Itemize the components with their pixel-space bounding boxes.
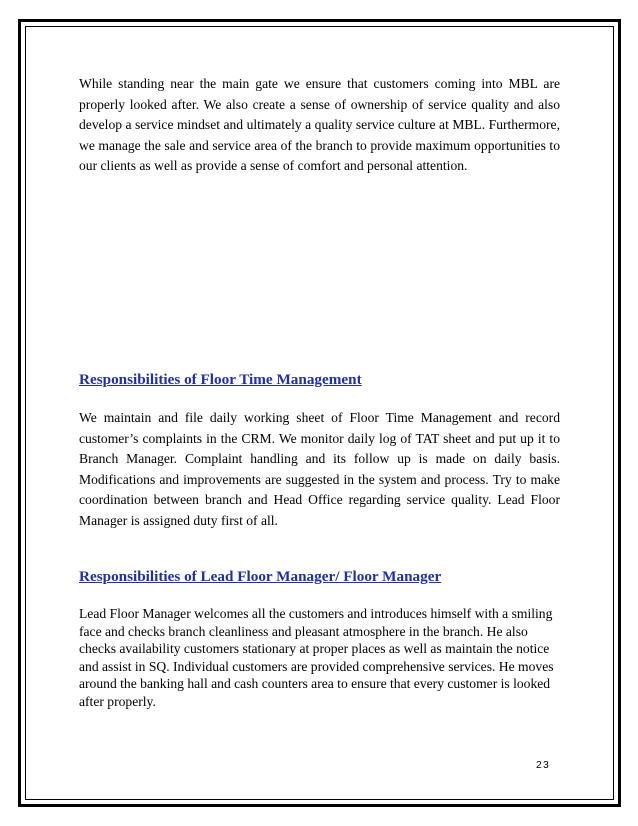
floor-time-management-heading: Responsibilities of Floor Time Management xyxy=(79,371,362,388)
floor-time-management-paragraph: We maintain and file daily working sheet of Floor Time Management and record customer’s complaints in the CRM. We monitor daily log of TAT sheet and put up it to Branch Manager. Complaint handling and its follow up is made on daily basis. Modifications and improvements are suggested in the system and process. Try to make coordination between branch and Head Office regarding service quality. Lead Floor Manager is assigned duty first of all. xyxy=(79,410,560,528)
intro-paragraph: While standing near the main gate we ensure that customers coming into MBL are properly looked after. We also create a sense of ownership of service quality and also develop a service mindset and ultimately a quality service culture at MBL. Furthermore, we manage the sale and service area of the branch to provide maximum opportunities to our clients as well as provide a sense of comfort and personal attention. xyxy=(79,76,560,174)
lead-floor-manager-paragraph: Lead Floor Manager welcomes all the customers and introduces himself with a smiling face and checks branch cleanliness and pleasant atmosphere in the branch. He also checks availability customers stationary at proper places as well as maintain the notice and assist in SQ. Individual customers are provided comprehensive services. He moves around the banking hall and cash counters area to ensure that every customer is looked after properly. xyxy=(79,606,554,709)
lead-floor-manager-heading: Responsibilities of Lead Floor Manager/ Floor Manager xyxy=(79,568,442,585)
page-number: 23 xyxy=(536,760,550,771)
